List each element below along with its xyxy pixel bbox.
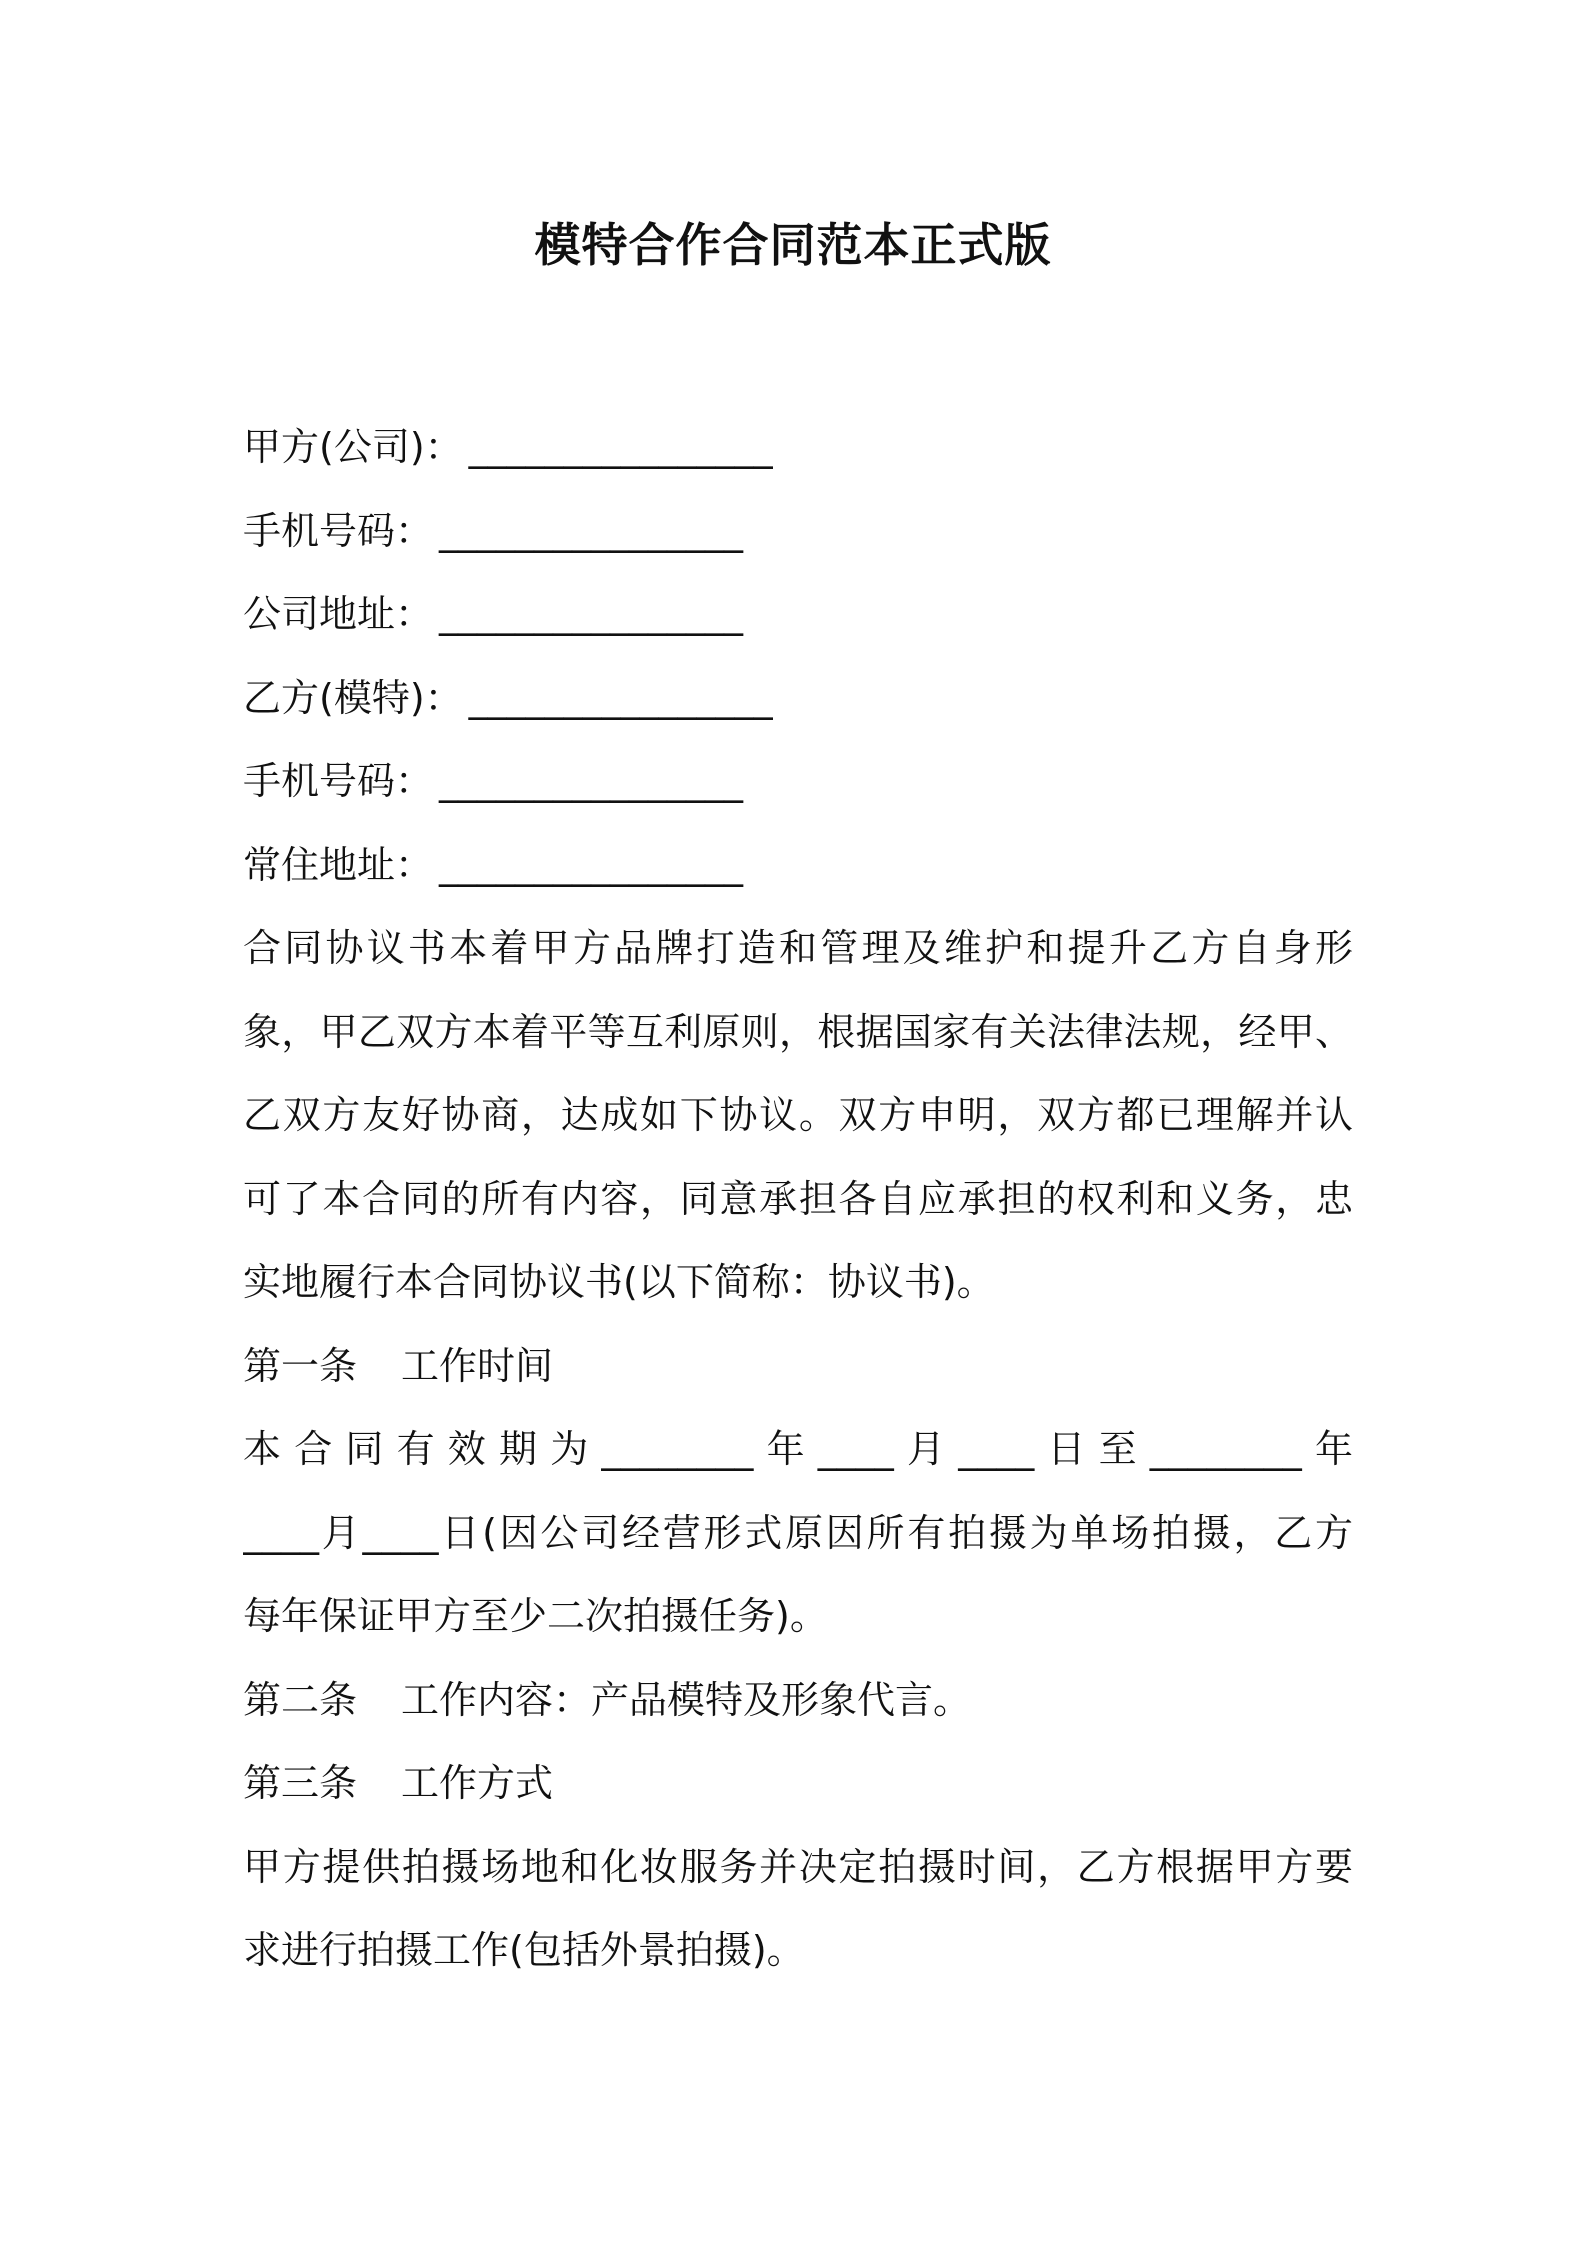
party-b-model-field (243, 657, 1353, 741)
paragraph-line: 象，甲乙双方本着平等互利原则，根据国家有关法律法规，经甲、 (243, 1009, 1353, 1054)
article-1-body (243, 1408, 1353, 1659)
document-title: 模特合作合同范本正式版 (534, 218, 1052, 272)
field-label: 手机号码： (243, 759, 434, 803)
paragraph-line: 每年保证甲方至少二次拍摄任务)。 (243, 1594, 828, 1638)
party-a-phone-field (243, 490, 1353, 574)
field-blank: ________________ (439, 508, 744, 553)
party-a-company-field (243, 406, 1353, 490)
field-blank: ________________ (439, 759, 744, 803)
field-blank: ________________ (468, 425, 773, 469)
document-body (243, 406, 1353, 1993)
field-label: 常住地址： (243, 842, 434, 887)
article-number: 第二条 (243, 1677, 358, 1722)
field-blank: ________________ (439, 842, 744, 887)
paragraph-line: 可了本合同的所有内容，同意承担各自应承担的权利和义务，忠 (243, 1176, 1353, 1221)
article-3-heading (243, 1742, 1353, 1826)
party-b-phone-field (243, 740, 1353, 824)
paragraph-line: 求进行拍摄工作(包括外景拍摄)。 (243, 1928, 805, 1972)
article-3-body (243, 1826, 1353, 1993)
paragraph-line: 本合同有效期为________年____月____日至________年 (243, 1427, 1353, 1471)
paragraph-line: 甲方提供拍摄场地和化妆服务并决定拍摄时间，乙方根据甲方要 (243, 1844, 1353, 1889)
field-label: 甲方(公司)： (243, 425, 463, 469)
field-label: 乙方(模特)： (243, 675, 463, 720)
article-number: 第三条 (243, 1761, 358, 1805)
article-2-heading (243, 1659, 1353, 1743)
article-1-heading (243, 1325, 1353, 1409)
article-title: 工作内容：产品模特及形象代言。 (401, 1677, 972, 1722)
paragraph-line: ____月____日(因公司经营形式原因所有拍摄为单场拍摄，乙方 (243, 1510, 1353, 1555)
party-a-address-field (243, 573, 1353, 657)
paragraph-line: 实地履行本合同协议书(以下简称：协议书)。 (243, 1260, 995, 1304)
field-label: 公司地址： (243, 592, 434, 636)
field-blank: ________________ (439, 592, 744, 636)
field-blank: ________________ (468, 675, 773, 720)
party-b-address-field (243, 824, 1353, 908)
paragraph-line: 合同协议书本着甲方品牌打造和管理及维护和提升乙方自身形 (243, 926, 1353, 970)
field-label: 手机号码： (243, 508, 434, 553)
article-title: 工作时间 (401, 1343, 554, 1388)
intro-paragraph (243, 907, 1353, 1325)
article-number: 第一条 (243, 1343, 358, 1388)
paragraph-line: 乙双方友好协商，达成如下协议。双方申明，双方都已理解并认 (243, 1093, 1353, 1137)
article-title: 工作方式 (401, 1761, 554, 1805)
